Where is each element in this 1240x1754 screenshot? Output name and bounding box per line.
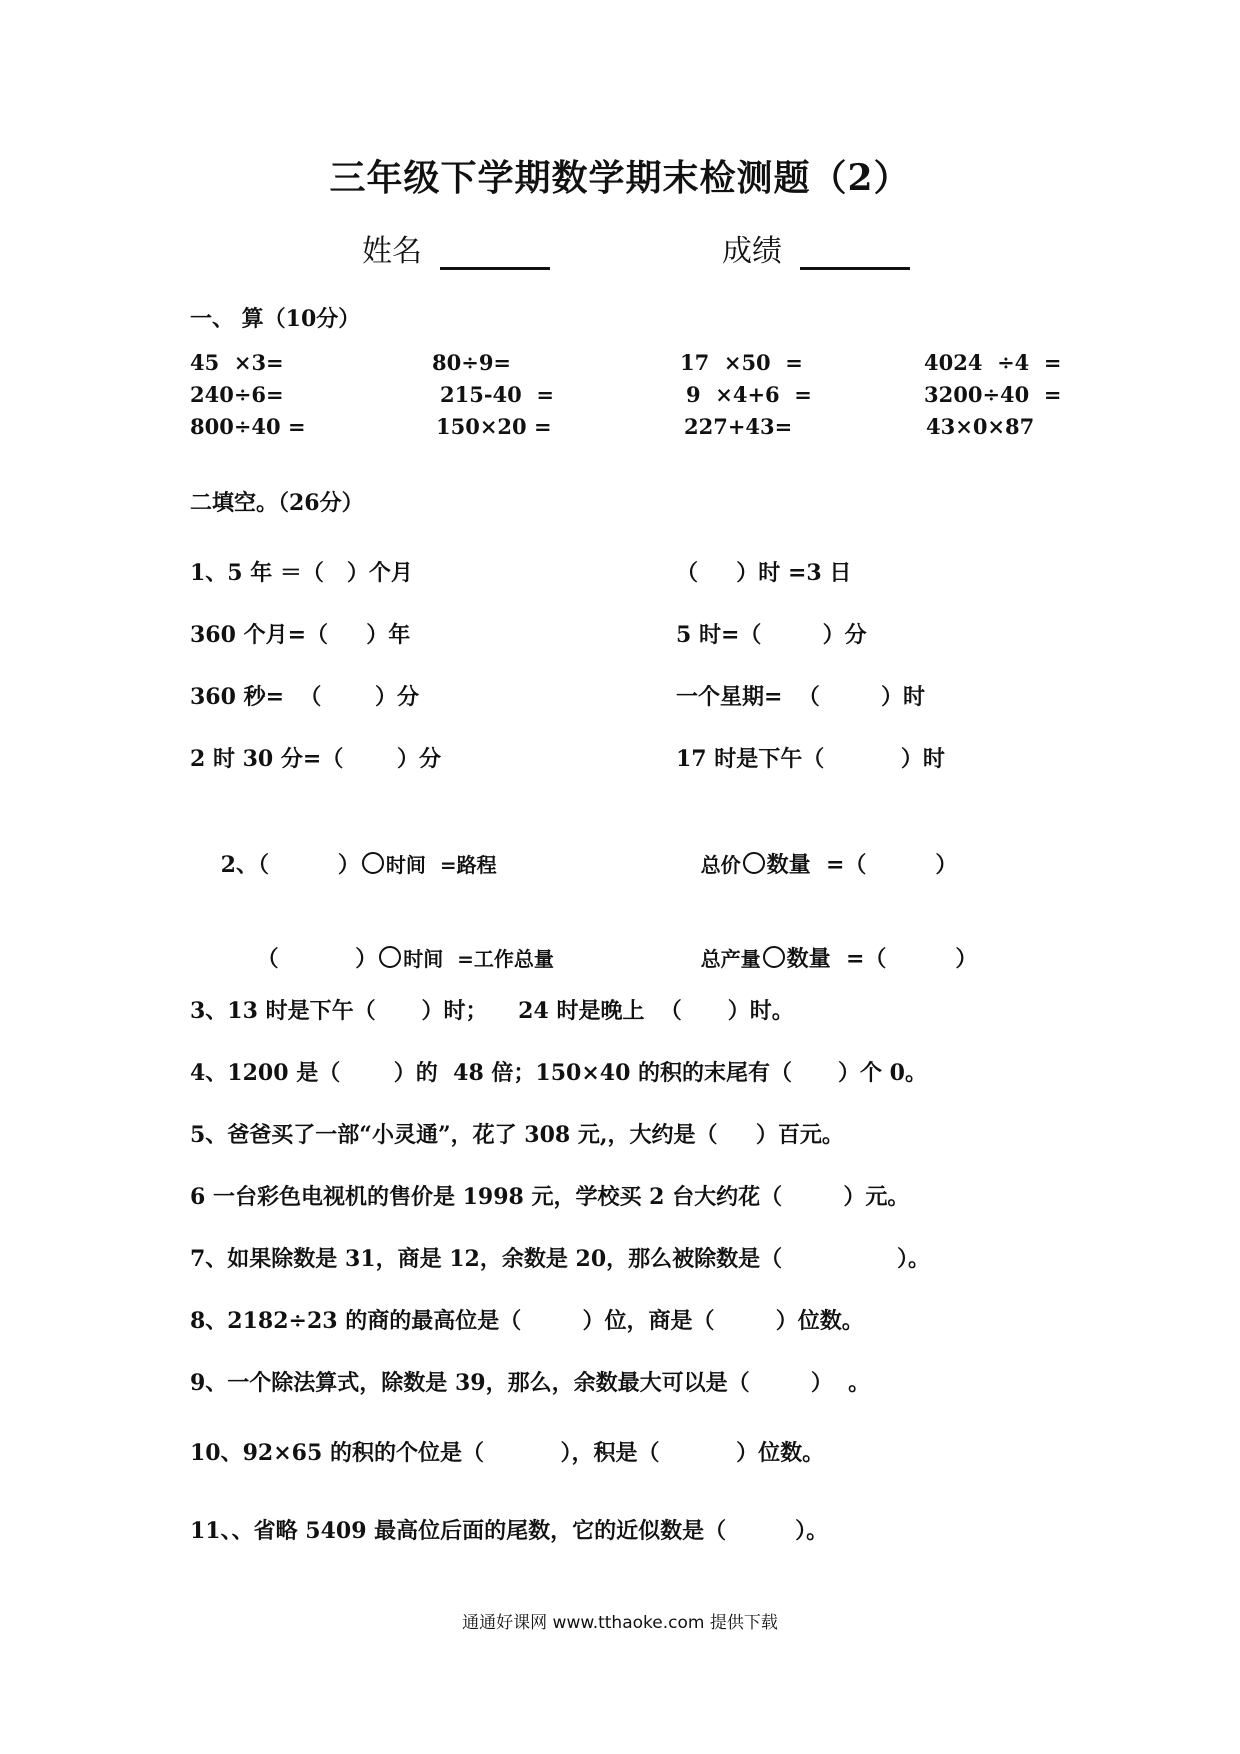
- question-11: 11、、省略 5409 最高位后面的尾数，它的近似数是（ ）。: [190, 1518, 829, 1544]
- score-label: 成绩: [722, 234, 782, 269]
- question-2c-tail: 时间 =工作总量: [403, 947, 554, 971]
- footer-credit: 通通好课网 www.tthaoke.com 提供下载: [462, 1613, 778, 1633]
- name-blank[interactable]: [440, 239, 550, 270]
- calc-item: 9 ×4+6 =: [686, 382, 812, 407]
- calc-item: 3200÷40 =: [924, 382, 1062, 407]
- question-1f: 一个星期= （ ）时: [676, 684, 926, 710]
- calc-item: 17 ×50 =: [680, 350, 803, 375]
- calc-item: 80÷9=: [432, 350, 512, 375]
- question-10: 10、92×65 的积的个位是（ ），积是（ ）位数。: [190, 1440, 825, 1466]
- section-2-heading: 二填空。（26分）: [190, 490, 364, 516]
- question-2b-tail: 数量 =（ ）: [766, 852, 958, 878]
- question-3: 3、13 时是下午（ ）时； 24 时是晚上 （ ）时。: [190, 998, 794, 1024]
- operator-circle-icon[interactable]: [379, 946, 401, 968]
- calc-item: 800÷40 =: [190, 414, 306, 439]
- calc-item: 45 ×3=: [190, 350, 284, 375]
- question-8: 8、2182÷23 的商的最高位是（ ）位，商是（ ）位数。: [190, 1308, 864, 1334]
- calc-item: 150×20 =: [436, 414, 552, 439]
- score-field: [722, 226, 910, 270]
- question-1g: 2 时 30 分=（ ）分: [190, 746, 441, 772]
- score-blank[interactable]: [800, 239, 910, 270]
- question-5: 5、爸爸买了一部“小灵通”，花了 308 元,，大约是（ ）百元。: [190, 1122, 844, 1148]
- question-2c: [226, 916, 554, 999]
- calc-item: 240÷6=: [190, 382, 284, 407]
- name-label: 姓名: [362, 234, 422, 269]
- question-2a-tail: 时间 =路程: [385, 853, 497, 877]
- question-1e: 360 秒= （ ）分: [190, 684, 419, 710]
- question-1c: 360 个月=（ ）年: [190, 622, 411, 648]
- calc-item: 215-40 =: [440, 382, 554, 407]
- question-2d: [670, 916, 977, 999]
- question-2d-tail: 数量 =（ ）: [786, 946, 978, 972]
- question-1b: （ ）时 =3 日: [676, 560, 852, 586]
- question-1d: 5 时=（ ）分: [676, 622, 867, 648]
- operator-circle-icon[interactable]: [743, 852, 765, 874]
- question-2b-lead: 总价: [700, 853, 741, 877]
- calc-item: 43×0×87: [926, 414, 1035, 439]
- question-4: 4、1200 是（ ）的 48 倍；150×40 的积的末尾有（ ）个 0。: [190, 1060, 927, 1086]
- question-6: 6 一台彩色电视机的售价是 1998 元，学校买 2 台大约花（ ）元。: [190, 1184, 910, 1210]
- question-1h: 17 时是下午（ ）时: [676, 746, 945, 772]
- question-2a: [190, 822, 497, 905]
- question-9: 9、一个除法算式，除数是 39，那么，余数最大可以是（ ） 。: [190, 1370, 871, 1396]
- page-title: 三年级下学期数学期末检测题（2）: [329, 157, 911, 199]
- operator-circle-icon[interactable]: [362, 852, 384, 874]
- question-7: 7、如果除数是 31，商是 12，余数是 20，那么被除数是（ ）。: [190, 1246, 931, 1272]
- section-1-heading: 一、 算（10分）: [190, 306, 361, 332]
- question-2d-lead: 总产量: [700, 947, 761, 971]
- operator-circle-icon[interactable]: [763, 946, 785, 968]
- calc-item: 4024 ÷4 =: [924, 350, 1062, 375]
- question-2c-lead: （ ）: [256, 946, 378, 972]
- question-2b: [670, 822, 957, 905]
- question-2a-lead: 2、（ ）: [220, 852, 360, 878]
- question-1a: 1、5 年 ＝（ ）个月: [190, 560, 413, 586]
- name-field: [362, 226, 550, 270]
- calc-item: 227+43=: [684, 414, 793, 439]
